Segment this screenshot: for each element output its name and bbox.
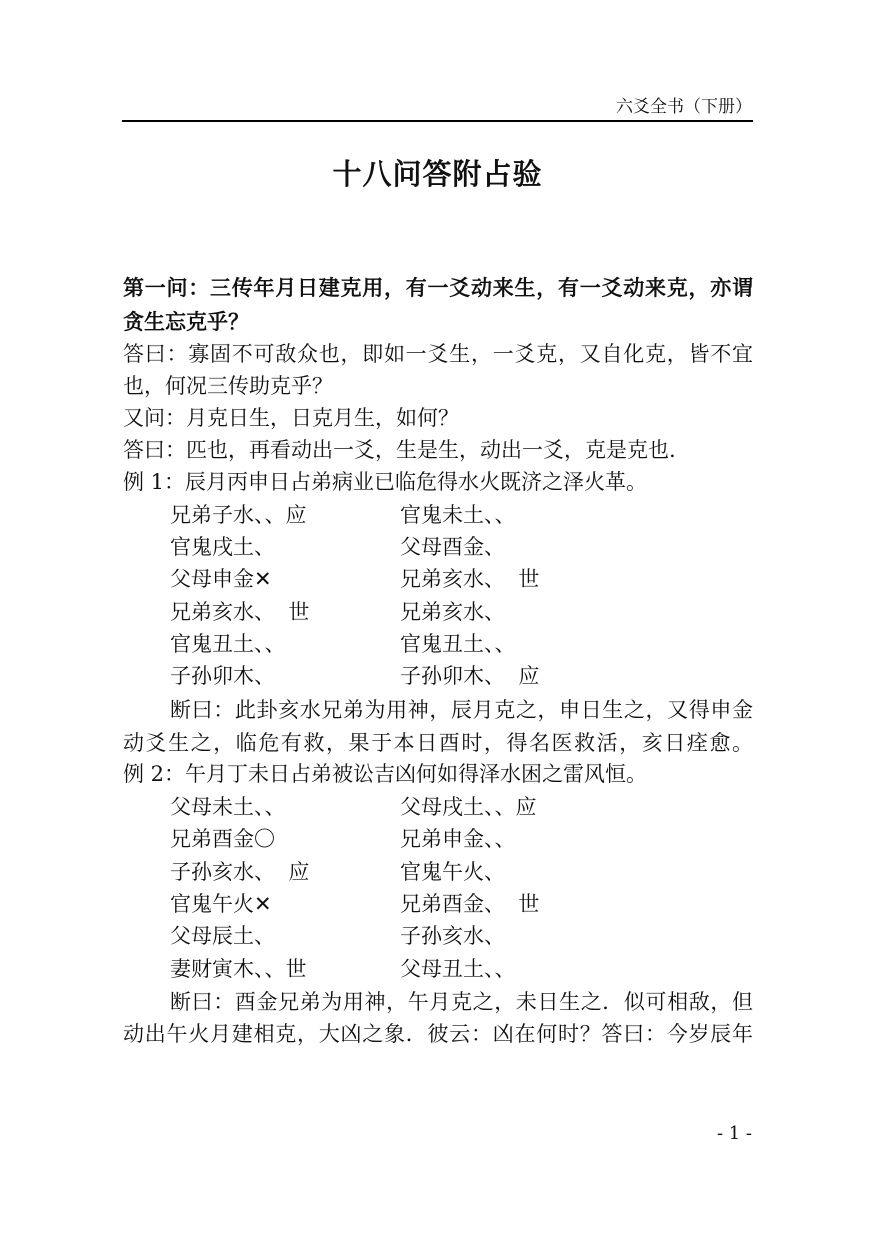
ex2-changed-line-3: 官鬼午火、 — [400, 860, 505, 884]
ex1-changed-line-3: 兄弟亥水、 世 — [400, 567, 540, 591]
ex1-main-line-4: 兄弟亥水、 世 — [170, 600, 310, 624]
answer-1-line-1: 答曰：寡固不可敌众也，即如一爻生，一爻克，又自化克，皆不宜 — [123, 342, 753, 366]
answer-1-line-2: 也，何况三传助克乎？ — [123, 374, 333, 398]
followup-answer: 答曰：匹也，再看动出一爻，生是生，动出一爻，克是克也. — [123, 438, 676, 462]
ex1-changed-line-2: 父母酉金、 — [400, 535, 505, 559]
ex2-judgment-line-1: 断曰：酉金兄弟为用神，午月克之，未日生之．似可相敌，但 — [170, 990, 753, 1014]
followup-question: 又问：月克日生，日克月生，如何？ — [123, 406, 459, 430]
ex1-main-line-5: 官鬼丑土、、 — [170, 632, 286, 656]
chapter-title: 十八问答附占验 — [332, 157, 543, 191]
ex1-changed-line-4: 兄弟亥水、 — [400, 600, 505, 624]
ex2-changed-line-5: 子孙亥水、 — [400, 924, 505, 948]
ex1-main-line-1: 兄弟子水、、应 — [170, 503, 307, 527]
ex1-judgment-line-2: 动爻生之，临危有救，果于本日酉时，得名医救活，亥日痊愈。 — [123, 731, 753, 755]
ex2-changed-line-1: 父母戌土、、应 — [400, 795, 537, 819]
ex2-main-line-5: 父母辰土、 — [170, 924, 275, 948]
ex2-changed-line-6: 父母丑土、、 — [400, 957, 516, 981]
example-1-heading: 例 1：辰月丙申日占弟病业已临危得水火既济之泽火革。 — [123, 470, 648, 494]
ex1-changed-line-1: 官鬼未土、、 — [400, 503, 516, 527]
ex1-main-line-2: 官鬼戌土、 — [170, 535, 275, 559]
ex2-main-line-2: 兄弟酉金〇 — [170, 827, 275, 851]
ex2-main-line-6: 妻财寅木、、世 — [170, 957, 307, 981]
ex2-main-line-3: 子孙亥水、 应 — [170, 860, 310, 884]
running-header: 六爻全书（下册） — [616, 97, 752, 117]
question-1-line-2: 贪生忘克乎？ — [123, 309, 249, 334]
header-rule — [122, 120, 753, 122]
page-number: - 1 - — [716, 1123, 752, 1144]
ex1-changed-line-6: 子孙卯木、 应 — [400, 664, 540, 688]
ex1-main-line-6: 子孙卯木、 — [170, 664, 275, 688]
question-1-line-1: 第一问：三传年月日建克用，有一爻动来生，有一爻动来克，亦谓 — [123, 275, 753, 300]
ex2-changed-line-2: 兄弟申金、、 — [400, 827, 516, 851]
ex2-main-line-1: 父母未土、、 — [170, 795, 286, 819]
ex1-judgment-line-1: 断曰：此卦亥水兄弟为用神，辰月克之，申日生之，又得申金 — [170, 698, 753, 722]
ex1-main-line-3: 父母申金✕ — [170, 567, 272, 591]
ex2-changed-line-4: 兄弟酉金、 世 — [400, 892, 540, 916]
ex2-judgment-line-2: 动出午火月建相克，大凶之象．彼云：凶在何时？答曰：今岁辰年 — [123, 1022, 753, 1046]
ex1-changed-line-5: 官鬼丑土、、 — [400, 632, 516, 656]
ex2-main-line-4: 官鬼午火✕ — [170, 892, 272, 916]
example-2-heading: 例 2：午月丁未日占弟被讼吉凶何如得泽水困之雷风恒。 — [123, 762, 648, 786]
